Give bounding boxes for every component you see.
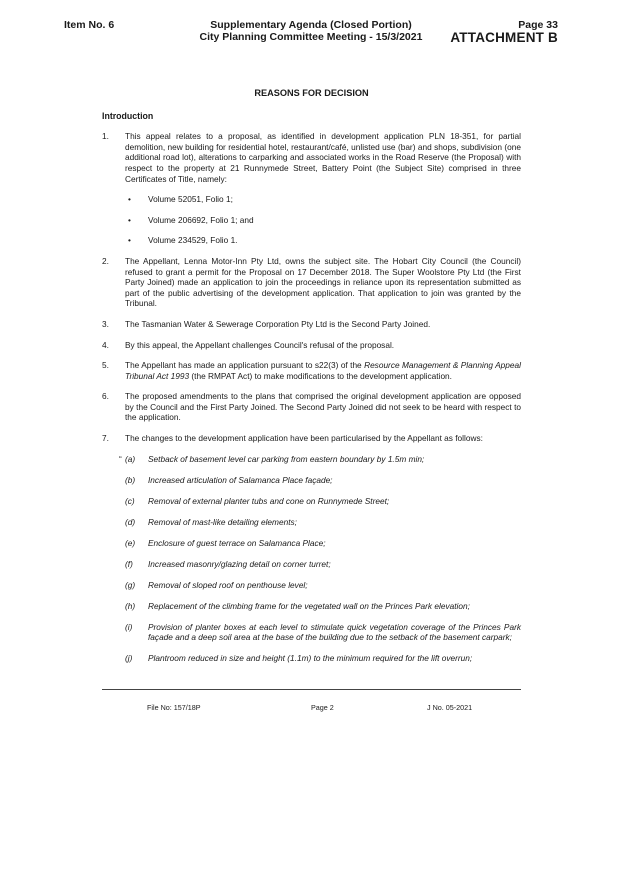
act-title: Resource Management & Planning Appeal Tribunal Act 1993 [125,360,521,381]
paragraph-number: 5. [102,360,109,371]
paragraph-7 [102,433,521,444]
paragraph-1 [102,131,521,184]
paragraph-text-end: (the RMPAT Act) to make modifications to the development application. [189,370,452,381]
change-item [102,622,521,643]
item-label: (a) [125,453,136,464]
attachment-label: ATTACHMENT B [450,30,558,45]
paragraph-2 [102,256,521,309]
item-text: Removal of external planter tubs and cone on Runnymede Street; [148,495,390,506]
paragraph-number: 1. [102,131,109,142]
paragraph-number: 6. [102,391,109,402]
item-label: (e) [125,537,136,548]
item-text: Setback of basement level car parking from eastern boundary by 1.5m min; [148,453,425,464]
item-number: Item No. 6 [64,19,115,31]
item-label: (j) [125,653,133,664]
change-item [102,517,521,528]
paragraph-text: The Appellant, Lenna Motor-Inn Pty Ltd, owns the subject site. The Hobart City Council (the Council) refused to grant a permit for the Proposal on 17 December 2018. The Super Woolstore Pty Ltd (the First Party Joined) made an application to join the proceedings in reliance upon its representation submitted as part of the public advertising of the development application. That application to join was granted by the Tribunal. [125,255,521,309]
item-text: Increased masonry/glazing detail on corner turret; [148,558,331,569]
change-item [102,653,521,664]
paragraph-number: 3. [102,318,109,329]
item-label: (d) [125,516,136,527]
file-number: File No: 157/18P [147,703,201,712]
paragraph-number: 2. [102,255,109,266]
volume-text: Volume 206692, Folio 1; and [148,214,254,225]
change-item [102,475,521,486]
change-item [102,601,521,612]
item-text: Replacement of the climbing frame for the vegetated wall on the Princes Park elevation; [148,600,470,611]
paragraph-3 [102,319,521,330]
list-item [102,235,521,246]
document-body [102,88,521,674]
open-quote: “ [119,453,122,464]
changes-list [102,454,521,664]
item-text: Increased articulation of Salamanca Place façade; [148,474,333,485]
volume-text: Volume 234529, Folio 1. [148,235,238,246]
item-label: (c) [125,495,135,506]
paragraph-text: The Tasmanian Water & Sewerage Corporation Pty Ltd is the Second Party Joined. [125,318,431,329]
footer-page-number: Page 2 [311,703,334,712]
paragraph-6 [102,391,521,423]
paragraph-text: This appeal relates to a proposal, as identified in development application PLN 18-351, for partial demolition, new building for residential hotel, restaurant/café, unlisted use (bar) and shops, subdivision (one additional road lot), alterations to carparking and associated works in the Road Reserve (the Proposal) with respect to the property at 21 Runnymede Street, Battery Point (the Subject Site) comprised in three Certificates of Title, namely: [125,131,521,184]
document-title: REASONS FOR DECISION [254,88,369,98]
judgment-number: J No. 05-2021 [427,703,473,712]
page-number: Page 33 [518,19,558,31]
item-text: Removal of sloped roof on penthouse level; [148,579,308,590]
bullet-icon: • [128,194,131,205]
page-header-right [450,19,558,45]
paragraph-text: The proposed amendments to the plans that comprised the original development application are opposed by the Council and the First Party Joined. The Second Party Joined did not seek to be heard with respect to the application. [125,391,521,423]
list-item [102,194,521,205]
item-label: (h) [125,600,136,611]
footer-divider [102,689,521,690]
paragraph-text: By this appeal, the Appellant challenges Council's refusal of the proposal. [125,339,395,350]
list-item [102,215,521,226]
agenda-title: Supplementary Agenda (Closed Portion) [210,19,412,31]
paragraph-4 [102,340,521,351]
paragraph-number: 7. [102,433,109,444]
bullet-icon: • [128,235,131,246]
section-heading: Introduction [102,110,154,121]
item-label: (i) [125,621,133,632]
change-item [102,559,521,570]
item-label: (g) [125,579,136,590]
paragraph-5 [102,360,521,381]
paragraph-number: 4. [102,339,109,350]
meeting-title: City Planning Committee Meeting - 15/3/2021 [199,31,423,43]
item-label: (f) [125,558,133,569]
change-item [102,454,521,465]
paragraph-text: The changes to the development application have been particularised by the Appellant as follows: [125,433,483,444]
volume-text: Volume 52051, Folio 1; [148,194,233,205]
item-text: Removal of mast-like detailing elements; [148,516,297,527]
change-item [102,538,521,549]
item-text: Enclosure of guest terrace on Salamanca Place; [148,537,326,548]
item-label: (b) [125,474,136,485]
item-text: Provision of planter boxes at each level to stimulate quick vegetation coverage of the Princes Park façade and a deep soil area at the base of the building due to the setback of the basement carpark; [148,621,521,643]
bullet-icon: • [128,214,131,225]
change-item [102,496,521,507]
volume-list [102,194,521,246]
paragraph-text-start: The Appellant has made an application pursuant to s22(3) of the [125,360,365,371]
change-item [102,580,521,591]
item-text: Plantroom reduced in size and height (1.1m) to the minimum required for the lift overrun; [148,653,473,664]
